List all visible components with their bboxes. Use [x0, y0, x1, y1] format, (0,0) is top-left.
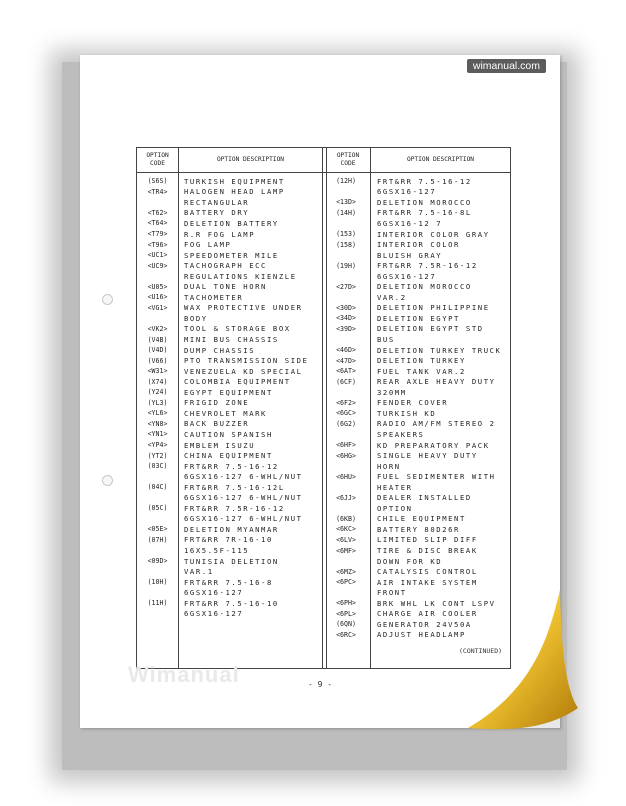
option-code: (Y24) [147, 388, 168, 397]
option-description: DELETION TURKEY TRUCK [377, 345, 502, 355]
option-description: BUS [377, 335, 395, 344]
option-description: FRT&RR 7.5-16-12 [184, 461, 279, 471]
option-code: <UC9> [147, 261, 168, 270]
option-description: TACHOGRAPH ECC [184, 261, 267, 271]
option-description: BATTERY 80D26R [377, 524, 460, 534]
option-code: <T96> [147, 240, 168, 249]
option-description: BLUISH GRAY [377, 250, 443, 260]
option-description: TURKISH EQUIPMENT [184, 176, 285, 186]
option-code: <27D> [336, 282, 356, 291]
option-description: 320MM [377, 387, 407, 397]
option-description: FRT&RR 7.5-16-12L [184, 482, 285, 492]
option-description: 6GSX16-127 [184, 588, 244, 598]
option-code: <6HF> [336, 441, 356, 449]
option-description: HORN [377, 461, 401, 471]
option-code: <TR4> [147, 187, 168, 196]
option-description: VAR.1 [184, 567, 214, 577]
option-code: <6PH> [336, 599, 356, 608]
option-code: <UC1> [147, 251, 168, 260]
option-description: CHEVROLET MARK [184, 408, 267, 418]
option-code: <6GC> [336, 409, 356, 418]
option-description: EMBLEM ISUZU [184, 440, 256, 450]
option-description: LIMITED SLIP DIFF [377, 535, 478, 545]
option-code: (11H) [147, 599, 168, 608]
option-code: (07H) [147, 535, 168, 544]
option-description: DELETION MYANMAR [184, 524, 279, 534]
option-description: DELETION MOROCCO [377, 282, 472, 292]
option-description: INTERIOR COLOR [377, 240, 460, 250]
wimanual-logo: Wimanual [128, 662, 240, 687]
option-code: (6QN) [336, 620, 356, 629]
option-code: <39D> [336, 324, 356, 333]
option-description: ADJUST HEADLAMP [377, 630, 466, 640]
option-description: HALOGEN HEAD LAMP [184, 187, 285, 197]
option-description: RADIO AM/FM STEREO 2 [377, 419, 496, 429]
option-code: <34D> [336, 314, 356, 323]
option-code: (10H) [147, 578, 168, 587]
option-description: FRT&RR 7.5R-16-12 [377, 261, 478, 271]
option-code: <09D> [147, 557, 168, 566]
option-code: <U16> [147, 293, 168, 302]
option-code: <T79> [147, 230, 168, 238]
option-description: SINGLE HEAVY DUTY [377, 451, 478, 461]
option-description: 6GSX16-127 [377, 187, 437, 197]
option-code: <6MZ> [336, 567, 356, 576]
option-description: FRT&RR 7.5-16-12 [377, 176, 472, 186]
option-code: (V66) [147, 356, 168, 365]
option-description: 6GSX16-12 7 [377, 218, 443, 228]
option-code: <T62> [147, 208, 168, 217]
option-description: 6GSX16-127 6-WHL/NUT [184, 472, 303, 482]
option-code: (05C) [147, 504, 168, 513]
option-code: (6CF) [336, 377, 356, 386]
option-description: 6GSX16-127 [377, 271, 437, 281]
option-description: FUEL SEDIMENTER WITH [377, 472, 496, 482]
option-description: FUEL TANK VAR.2 [377, 366, 466, 376]
option-description: 6GSX16-127 [184, 609, 244, 619]
header-option-code-left: OPTION CODE [146, 152, 169, 167]
option-description: OPTION [377, 503, 413, 513]
option-description: PTO TRANSMISSION SIDE [184, 356, 309, 366]
option-code: <6HU> [336, 472, 356, 481]
header-option-description-right: OPTION DESCRIPTION [406, 156, 475, 163]
option-code: <T64> [147, 219, 168, 228]
option-description: DEALER INSTALLED [377, 493, 472, 503]
option-code: <W31> [147, 367, 168, 376]
option-description: RECTANGULAR [184, 197, 250, 207]
option-code: (6KB) [336, 514, 356, 523]
option-description: TURKISH KD [377, 408, 437, 418]
option-code: (153) [336, 230, 356, 238]
option-code: (V4B) [147, 335, 168, 344]
option-description: 16X5.5F-115 [184, 546, 250, 555]
option-description: DELETION EGYPT [377, 313, 460, 323]
option-description: FRT&RR 7.5-16-8L [377, 208, 472, 218]
option-code: <U05> [147, 282, 168, 291]
option-description: CAUTION SPANISH [184, 429, 273, 439]
option-description: CHILE EQUIPMENT [377, 514, 466, 524]
option-code: (14H) [336, 208, 356, 217]
option-description: BODY [184, 313, 208, 323]
option-code: (S6S) [147, 177, 168, 186]
option-description: 6GSX16-127 6-WHL/NUT [184, 514, 303, 524]
option-description: REGULATIONS KIENZLE [184, 271, 297, 281]
option-code: (YT2) [147, 451, 168, 460]
watermark-badge: wimanual.com [467, 59, 546, 73]
option-description: DELETION MOROCCO [377, 197, 472, 207]
option-description: DOWN FOR KD [377, 556, 443, 566]
option-code: <6RC> [336, 630, 356, 639]
option-code: <6LV> [336, 535, 356, 544]
option-code: <6KC> [336, 525, 356, 534]
option-description: BATTERY DRY [184, 208, 250, 218]
option-description: DELETION EGYPT STD [377, 324, 484, 334]
option-code: <6PC> [336, 578, 356, 587]
option-code: <YN1> [147, 430, 168, 439]
option-description: CATALYSIS CONTROL [377, 567, 478, 577]
option-description: SPEEDOMETER MILE [184, 250, 279, 260]
option-code: <6F2> [336, 398, 356, 407]
option-description: TACHOMETER [184, 292, 244, 302]
option-code: <6PL> [336, 609, 356, 618]
option-code: (19H) [336, 261, 356, 270]
option-description: TUNISIA DELETION [184, 556, 279, 566]
option-description: VENEZUELA KD SPECIAL [184, 366, 303, 376]
option-description: FRT&RR 7.5-16-10 [184, 598, 279, 608]
option-description: TIRE & DISC BREAK [377, 546, 478, 555]
option-code: (12H) [336, 177, 356, 186]
option-description: DELETION TURKEY [377, 356, 466, 366]
option-code: <YP4> [147, 441, 168, 449]
option-description: FRT&RR 7.5R-16-12 [184, 503, 285, 513]
option-description: DUMP CHASSIS [184, 345, 256, 355]
header-option-description-left: OPTION DESCRIPTION [216, 156, 285, 163]
option-description: VAR.2 [377, 292, 407, 302]
option-description: EGYPT EQUIPMENT [184, 387, 273, 397]
option-code: (V4D) [147, 346, 168, 355]
option-code: <YL6> [147, 409, 168, 418]
option-code: <6MF> [336, 546, 356, 555]
option-code: <6HG> [336, 451, 356, 460]
option-code: <VK2> [147, 324, 168, 333]
option-code: <05E> [147, 525, 168, 534]
option-description: AIR INTAKE SYSTEM [377, 577, 478, 587]
option-description: DELETION BATTERY [184, 218, 279, 228]
option-description: HEATER [377, 482, 413, 492]
option-description: FENDER COVER [377, 398, 449, 408]
option-description: COLOMBIA EQUIPMENT [184, 377, 291, 387]
option-code: <46D> [336, 346, 356, 355]
option-description: WAX PROTECTIVE UNDER [184, 303, 303, 313]
option-description: 6GSX16-127 6-WHL/NUT [184, 493, 303, 503]
option-description: DELETION PHILIPPINE [377, 303, 490, 313]
option-code: (6G2) [336, 419, 356, 428]
continued-label: (CONTINUED) [459, 647, 503, 655]
option-description: FRT&RR 7.5-16-8 [184, 577, 273, 587]
option-code: (158) [336, 240, 356, 249]
option-description: DUAL TONE HORN [184, 282, 267, 292]
option-description: TOOL & STORAGE BOX [184, 324, 291, 334]
option-code: (04C) [147, 483, 168, 492]
option-description: REAR AXLE HEAVY DUTY [377, 377, 496, 387]
option-code: (X74) [147, 377, 168, 386]
option-code: <YN8> [147, 419, 168, 428]
header-option-code-right: OPTION CODE [336, 152, 360, 167]
option-code: <47D> [336, 356, 356, 365]
option-description: MINI BUS CHASSIS [184, 335, 279, 344]
option-code: (YL3) [147, 398, 168, 407]
option-description: FRT&RR 7R-16-10 [184, 535, 273, 545]
option-code: <VG1> [147, 303, 168, 312]
option-code: <30D> [336, 303, 356, 312]
page-number: - 9 - [308, 680, 333, 689]
option-description: BACK BUZZER [184, 419, 250, 429]
option-description: CHARGE AIR COOLER [377, 609, 478, 619]
option-description: FOG LAMP [184, 240, 232, 250]
option-description: GENERATOR 24V50A [377, 619, 472, 629]
option-description: INTERIOR COLOR GRAY [377, 229, 490, 239]
option-description: SPEAKERS [377, 429, 425, 439]
option-code: <13D> [336, 198, 356, 207]
option-code: (03C) [147, 462, 168, 471]
option-description: FRIGID ZONE [184, 398, 250, 408]
option-description: FRONT [377, 588, 407, 598]
option-code: <6AT> [336, 367, 356, 376]
option-description: KD PREPARATORY PACK [377, 440, 490, 450]
option-code: <6JJ> [336, 493, 356, 502]
option-description: BRK WHL LK CONT LSPV [377, 598, 496, 608]
option-description: CHINA EQUIPMENT [184, 451, 273, 461]
option-description: R.R FOG LAMP [184, 229, 256, 239]
